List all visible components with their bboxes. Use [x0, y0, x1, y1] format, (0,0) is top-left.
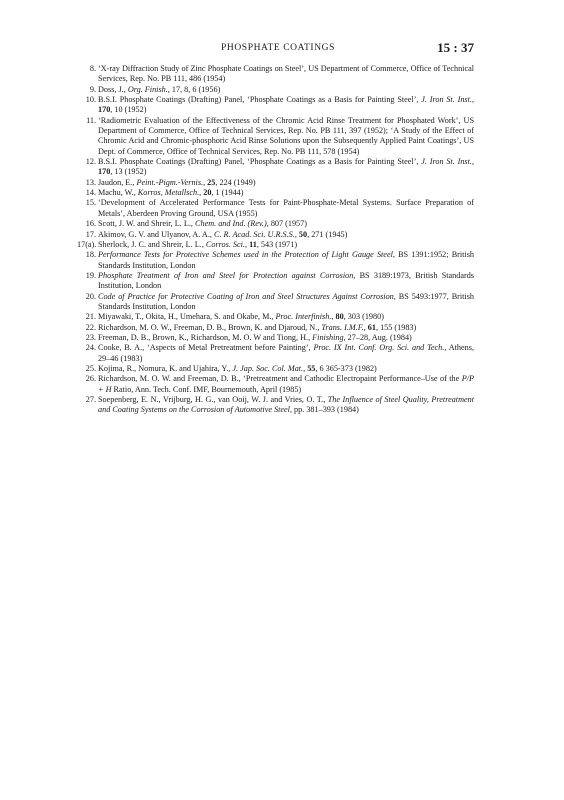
reference-segment: Soepenberg, E. N., Vrijburg, H. G., van Ooij, W. J. and Vries, O. T., [98, 395, 328, 404]
reference-text [98, 188, 474, 198]
reference-segment: , [471, 95, 474, 105]
reference-segment: Cooke, B. A., ‘Aspects of Metal Pretreatment before Painting’, [98, 343, 314, 353]
running-title: PHOSPHATE COATINGS [221, 43, 335, 53]
reference-segment: Richardson, M. O. W., Freeman, D. B., Brown, K. and Djaroud, N., [98, 322, 322, 332]
reference-segment: Proc. IX Int. Conf. Org. Sci. and Tech. [313, 343, 445, 353]
reference-number: 24. [85, 343, 96, 353]
reference-segment: , 303 (1980) [343, 312, 384, 322]
reference-segment: , 271 (1945) [307, 229, 348, 239]
reference-number: 17. [85, 229, 96, 239]
reference-segment: , 543 (1971) [256, 239, 298, 249]
reference-item [76, 292, 474, 313]
reference-text [98, 64, 474, 85]
reference-text [98, 312, 474, 322]
reference-segment: Ratio, Ann. Tech. Conf. IMF, Bournemouth, April (1985) [111, 384, 302, 394]
reference-segment: Richardson, M. O. W. and Freeman, D. B., ‘Pretreatment and Cathodic Electropaint Performance–Use of the [98, 374, 462, 384]
reference-text [98, 219, 474, 229]
reference-segment: 50 [298, 229, 308, 239]
reference-number: 21. [85, 312, 96, 322]
reference-segment: B.S.I. Phosphate Coatings (Drafting) Panel, ‘Phosphate Coatings as a Basis for Painting Steel’, [98, 95, 422, 105]
reference-text [98, 240, 474, 250]
reference-text [98, 250, 474, 271]
reference-segment: J. Iron St. Inst. [421, 95, 472, 105]
reference-segment: , [294, 229, 299, 239]
reference-segment: Doss, J., [98, 84, 128, 94]
reference-segment: Freeman, D. B., Brown, K., Richardson, M. O. W and Tiong, H., [98, 332, 313, 342]
reference-segment: , 13 (1952) [110, 167, 147, 177]
reference-segment: B.S.I. Phosphate Coatings (Drafting) Panel, ‘Phosphate Coatings as a Basis for Painting Steel’, [98, 157, 422, 167]
reference-text [98, 157, 474, 178]
reference-segment: , 1 (1944) [211, 188, 244, 198]
reference-item [76, 271, 474, 292]
reference-segment: , 10 (1952) [110, 105, 147, 115]
reference-segment: Finishing [312, 332, 344, 342]
reference-segment: Kojima, R., Nomura, K. and Ujahira, Y., [98, 363, 233, 373]
reference-segment: J. Jap. Soc. Col. Mat. [232, 363, 304, 373]
reference-text [98, 333, 474, 343]
reference-item [76, 250, 474, 271]
reference-number: 18. [85, 250, 96, 260]
reference-segment: , [199, 188, 204, 198]
reference-text [98, 374, 474, 395]
reference-segment: , 224 (1949) [215, 177, 256, 187]
reference-segment: The Influence of Steel Quality, Pretreatment and Coating Systems on the Corrosion of Automotive Steel [98, 395, 474, 415]
reference-item [76, 312, 474, 322]
reference-item [76, 198, 474, 219]
reference-text [98, 343, 474, 364]
reference-segment: Korros, Metallsch. [137, 188, 200, 198]
reference-segment: , 807 (1957) [266, 219, 307, 229]
reference-segment: , 6 365-373 (1982) [315, 363, 377, 373]
reference-item [76, 64, 474, 85]
reference-number: 17(a). [77, 239, 97, 249]
reference-segment: Performance Tests for Protective Schemes used in the Protection of Light Gauge Steel [98, 250, 393, 260]
reference-segment: , BS 5493:1977, British Standards Institution, London [98, 291, 474, 311]
reference-text [98, 178, 474, 188]
reference-segment: ‘Radiometric Evaluation of the Effectiveness of the Chromic Acid Rinse Treatment for Phosphated Work’, US Department of Commerce, Office of Technical Services, Rep. No. PB 111, 397 (1952); ‘A Study of the Effect of Chromic Acid and Chromic-phosphoric Acid Rinse Solutions upon the Subsequently Applied Paint Coatings’, US Dept. of Commerce, Office of Technical Services, Rep. No. PB 111, 578 (1954) [98, 115, 474, 156]
reference-segment: , pp. 381–393 (1984) [289, 405, 359, 415]
reference-segment: 55 [307, 363, 316, 373]
reference-segment: Sherlock, J. C. and Shreir, L. L., [98, 239, 206, 249]
reference-item [76, 395, 474, 416]
reference-segment: 61 [367, 322, 376, 332]
reference-segment: Code of Practice for Protective Coating of Iron and Steel Structures Against Corrosion [98, 291, 394, 301]
reference-list [76, 64, 474, 416]
reference-number: 12. [85, 157, 96, 167]
reference-item [76, 219, 474, 229]
reference-segment: Trans. I.M.F. [321, 322, 364, 332]
reference-item [76, 188, 474, 198]
reference-item [76, 157, 474, 178]
reference-item [76, 343, 474, 364]
reference-text [98, 271, 474, 292]
reference-number: 15. [85, 198, 96, 208]
reference-item [76, 333, 474, 343]
reference-item [76, 95, 474, 116]
reference-number: 9. [89, 84, 96, 94]
reference-text [98, 116, 474, 157]
reference-number: 19. [85, 270, 96, 280]
reference-segment: , BS 3189:1973, British Standards Institution, London [98, 270, 474, 291]
reference-segment: Miyawaki, T., Okita, H., Umehara, S. and Okabe, M., [98, 312, 276, 322]
reference-text [98, 395, 474, 416]
reference-number: 25. [85, 363, 96, 373]
reference-number: 8. [89, 64, 96, 73]
reference-segment: Corros. Sci. [205, 239, 245, 249]
reference-segment: 170 [98, 167, 111, 177]
reference-segment: 80 [335, 312, 344, 322]
reference-segment: , Athens, 29–46 (1983) [98, 343, 474, 363]
reference-segment: Akimov, G. V. and Ulyanov, A. A., [98, 229, 214, 239]
reference-number: 10. [85, 95, 96, 105]
reference-text [98, 230, 474, 240]
reference-segment: Org. Finish. [127, 84, 168, 94]
reference-segment: , [471, 157, 474, 167]
reference-segment: , [203, 177, 208, 187]
reference-number: 23. [85, 332, 96, 342]
reference-segment: 170 [98, 105, 111, 115]
reference-item [76, 374, 474, 395]
reference-segment: ‘Development of Accelerated Performance Tests for Paint-Phosphate-Metal Systems. Surface Preparation of Metals’, Aberdeen Proving Ground, USA (1955) [98, 198, 474, 218]
reference-segment: , [303, 363, 308, 373]
page-number: 15 : 37 [437, 40, 474, 55]
reference-segment: Machu, W., [98, 188, 138, 198]
reference-segment: C. R. Acad. Sci. U.R.S.S. [214, 229, 295, 239]
reference-segment: , [363, 322, 368, 332]
reference-item [76, 364, 474, 374]
reference-segment: Scott, J. W. and Shreir, L. L., [98, 219, 196, 229]
reference-segment: , 17, 8, 6 (1956) [167, 84, 221, 94]
reference-text [98, 95, 474, 116]
reference-text [98, 292, 474, 313]
reference-item [76, 240, 474, 250]
reference-segment: Peint.-Pigm.-Vernis. [136, 177, 204, 187]
page-header [82, 40, 474, 56]
reference-item [76, 178, 474, 188]
reference-segment: J. Iron St. Inst. [421, 157, 472, 167]
reference-segment: 20 [203, 188, 212, 198]
reference-segment: , 27–28, Aug. (1984) [343, 332, 412, 342]
reference-number: 22. [85, 322, 96, 332]
reference-number: 13. [85, 177, 96, 187]
reference-segment: , [244, 239, 250, 249]
reference-segment: , BS 1391:1952; British Standards Institution, London [98, 250, 474, 270]
reference-number: 20. [85, 291, 96, 301]
reference-number: 26. [85, 374, 96, 384]
reference-item [76, 323, 474, 333]
reference-item [76, 85, 474, 95]
reference-segment: , [331, 312, 336, 322]
reference-text [98, 85, 474, 95]
reference-segment: Chem. and Ind. (Rev.) [195, 219, 267, 229]
reference-number: 27. [85, 395, 96, 404]
reference-number: 11. [86, 115, 96, 125]
reference-text [98, 364, 474, 374]
reference-segment: 25 [207, 177, 216, 187]
reference-segment: P/P + H [98, 374, 474, 394]
reference-text [98, 323, 474, 333]
reference-item [76, 230, 474, 240]
reference-segment: 11 [249, 239, 257, 249]
reference-segment: ‘X-ray Diffraction Study of Zinc Phosphate Coatings on Steel’, US Department of Commerce, Office of Technical Services, Rep. No. PB 111, 486 (1954) [98, 64, 474, 84]
reference-segment: Phosphate Treatment of Iron and Steel for Protection against Corrosion [98, 270, 354, 280]
reference-segment: Jaudon, E., [98, 177, 137, 187]
reference-item [76, 116, 474, 157]
reference-segment: , 155 (1983) [375, 322, 417, 332]
reference-segment: Proc. Interfinish. [275, 312, 332, 322]
reference-text [98, 198, 474, 219]
reference-number: 16. [85, 219, 96, 229]
reference-number: 14. [85, 188, 96, 198]
